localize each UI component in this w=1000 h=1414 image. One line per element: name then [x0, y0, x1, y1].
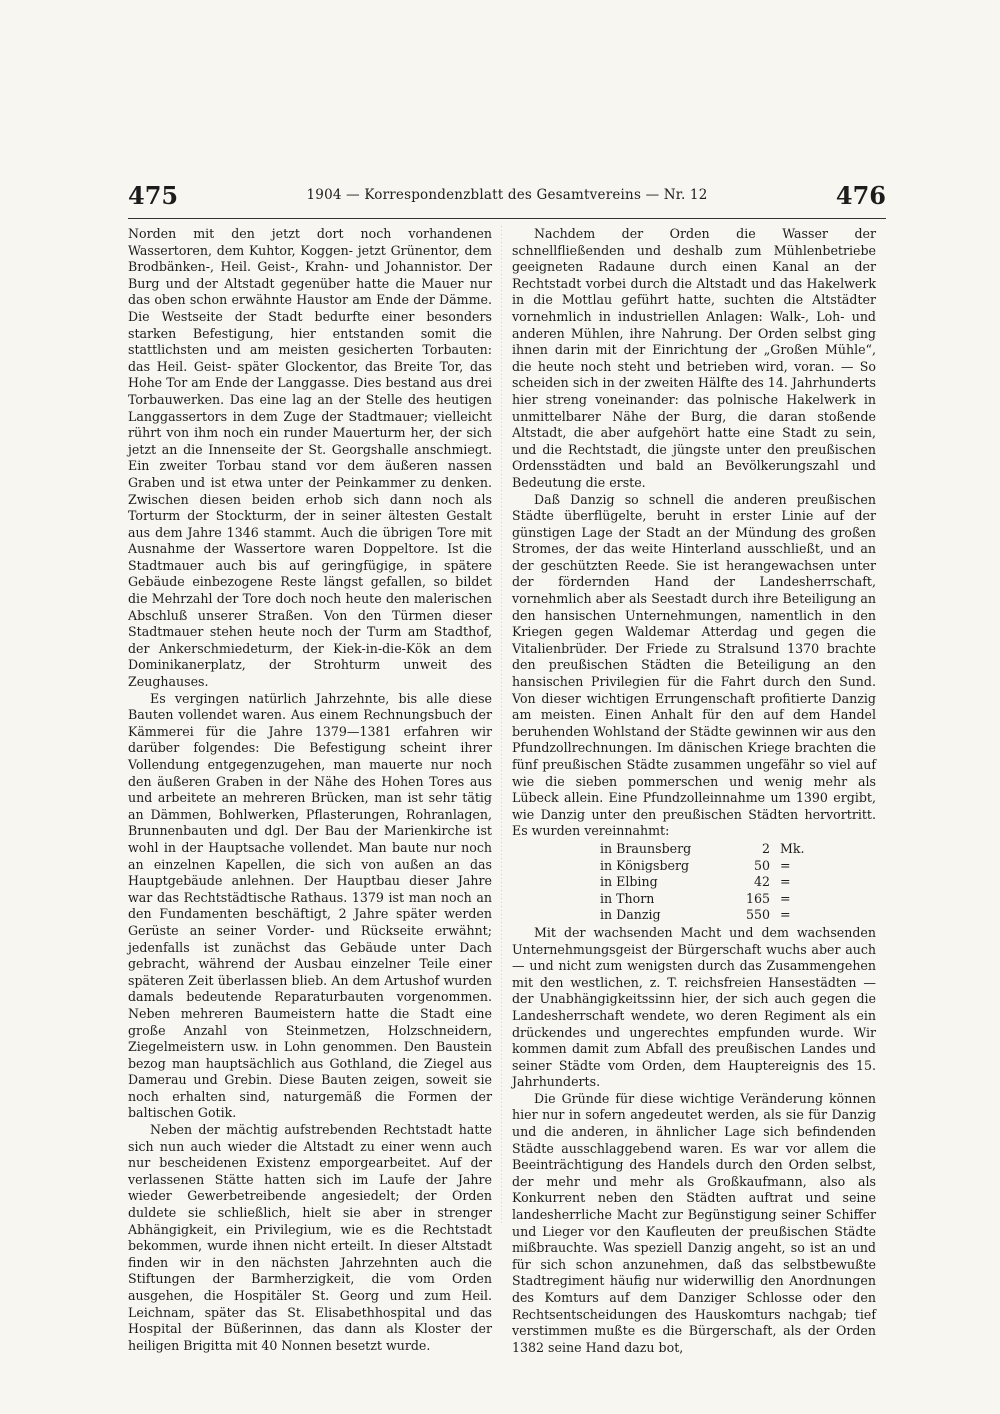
- running-title: 1904 — Korrespondenzblatt des Gesamtvereins — Nr. 12: [306, 187, 708, 203]
- table-row: [600, 841, 805, 858]
- revenue-unit: =: [780, 857, 791, 873]
- table-row: [600, 874, 805, 891]
- right-paragraph-2: Daß Danzig so schnell die anderen preußischen Städte überflügelte, beruht in erster Linie auf der günstigen Lage der Stadt an der Mündung des großen Stromes, der das weite Hinterland ausschließt, und an der geschützten Reede. Sie ist herangewachsen unter der fördernden Hand der Landesherrschaft, vornehmlich aber als Seestadt durch ihre Beteiligung an den hansischen Unternehmungen, namentlich in den Kriegen gegen Waldemar Atterdag und gegen die Vitalienbrüder. Der Friede zu Stralsund 1370 brachte den preußischen Städten die Beteiligung an den hansischen Privilegien für die Fahrt durch den Sund. Von dieser wichtigen Errungenschaft profitierte Danzig am meisten. Einen Anhalt für den auf dem Handel beruhenden Wohlstand der Städte gewinnen wir aus den Pfundzollrechnungen. Im dänischen Kriege brachten die fünf preußischen Städte zusammen ungefähr so viel auf wie die sieben pommerschen und wenig mehr als Lübeck allein. Eine Pfundzolleinnahme um 1390 ergibt, wie Danzig unter den preußischen Städten hervortritt. Es wurden vereinnahmt:: [512, 491, 876, 839]
- right-paragraph-4: Die Gründe für diese wichtige Veränderung können hier nur in sofern angedeutet werden, als sie für Danzig und die anderen, in ähnlicher Lage sich befindenden Städte ausschlaggebend waren. Es war vor allem die Beeinträchtigung des Handels durch den Orden selbst, der mehr und mehr als Großkaufmann, also als Konkurrent neben den Städten auftrat und seine landesherrliche Macht zur Begünstigung seiner Schiffer und Lieger vor den Kaufleuten der preußischen Städte mißbrauchte. Was speziell Danzig angeht, so ist an und für sich schon anzunehmen, daß das selbstbewußte Stadtregiment häufig nur widerwillig den Anordnungen des Komturs auf dem Danziger Schlosse oder den Rechtsentscheidungen des Hauskomturs nachgab; tief verstimmen mußte es die Bürgerschaft, als der Orden 1382 seine Hand dazu bot,: [512, 1090, 876, 1355]
- right-column: [512, 226, 876, 1356]
- revenue-amount: 50: [753, 857, 770, 873]
- revenue-amount: 165: [745, 890, 770, 906]
- revenue-unit: =: [780, 890, 791, 906]
- town-name: in Thorn: [600, 890, 655, 906]
- column-divider: [501, 226, 502, 1226]
- right-paragraph-3: Mit der wachsenden Macht und dem wachsenden Unternehmungsgeist der Bürgerschaft wuchs aber auch — und nicht zum wenigsten durch das Zusammengehen mit den westlichen, z. T. reichsfreien Hansestädten — der Unabhängigkeitssinn hier, der sich auch gegen die Landesherrschaft wendete, wo deren Regiment als ein drückendes und ungerechtes empfunden wurde. Wir kommen damit zum Abfall des preußischen Landes und seiner Städte vom Orden, dem Hauptereignis des 15. Jahrhunderts.: [512, 924, 876, 1090]
- left-paragraph-2: Es vergingen natürlich Jahrzehnte, bis alle diese Bauten vollendet waren. Aus einem Rechnungsbuch der Kämmerei für die Jahre 1379—1381 erfahren wir darüber folgendes: Die Befestigung scheint ihrer Vollendung entgegenzugehen, man mauerte nur noch den äußeren Graben in der Nähe des Hohen Tores aus und arbeitete an mehreren Brücken, man ist sehr tätig an Dämmen, Bohlwerken, Pflasterungen, Rohranlagen, Brunnenbauten und dgl. Der Bau der Marienkirche ist wohl in der Hauptsache vollendet. Man baute nur noch an einzelnen Kapellen, die sich von außen an das Hauptgebäude anlehnen. Der Hauptbau dieser Jahre war das Rechtstädtische Rathaus. 1379 ist man noch an den Fundamenten beschäftigt, 2 Jahre später werden Gerüste an seiner Vorder- und Rückseite erwähnt; jedenfalls ist zunächst das Gebäude unter Dach gebracht, während der Ausbau einzelner Teile einer späteren Zeit überlassen blieb. An dem Artushof wurden damals bedeutende Reparaturbauten vorgenommen. Neben mehreren Baumeistern hatte die Stadt eine große Anzahl von Steinmetzen, Holzschneidern, Ziegelmeistern usw. in Lohn genommen. Den Baustein bezog man hauptsächlich aus Gothland, die Ziegel aus Damerau und Grebin. Diese Bauten zeigen, soweit sie noch erhalten sind, naturgemäß die Formen der baltischen Gotik.: [128, 690, 492, 1121]
- town-name: in Königsberg: [600, 857, 690, 873]
- revenue-amount: 42: [753, 874, 770, 890]
- right-paragraph-1: Nachdem der Orden die Wasser der schnellfließenden und deshalb zum Mühlenbetriebe geeigneten Radaune durch einen Kanal an der Rechtstadt vorbei durch die Altstadt und das Hakelwerk in die Mottlau geführt hatte, suchten die Altstädter vornehmlich in industriellen Anlagen: Walk-, Loh- und anderen Mühlen, ihre Nahrung. Der Orden selbst ging ihnen darin mit der Einrichtung der „Großen Mühle“, die heute noch steht und betrieben wird, voran. — So scheiden sich in der zweiten Hälfte des 14. Jahrhunderts hier streng voneinander: das polnische Hakelwerk in unmittelbarer Nähe der Burg, die daran stoßende Altstadt, die aber aufgehört hatte eine Stadt zu sein, und die Rechtstadt, die jüngste unter den preußischen Ordensstädten und bald an Bevölkerungszahl und Bedeutung die erste.: [512, 226, 876, 490]
- revenue-unit: =: [780, 907, 791, 923]
- page-header: [128, 181, 886, 215]
- revenue-amount: 550: [745, 907, 770, 923]
- town-name: in Elbing: [600, 874, 658, 890]
- revenue-table: [600, 841, 805, 924]
- revenue-unit: Mk.: [780, 840, 805, 856]
- table-row: [600, 907, 805, 924]
- left-column: [128, 226, 492, 1354]
- page-number-left: 475: [128, 181, 179, 210]
- left-paragraph-1: Norden mit den jetzt dort noch vorhandenen Wassertoren, dem Kuhtor, Koggen- jetzt Grünentor, dem Brodbänken-, Heil. Geist-, Krahn- und Johannistor. Der Burg und der Altstadt gegenüber hatte die Mauer nur das oben schon erwähnte Haustor am Ende der Dämme. Die Westseite der Stadt bedurfte einer besonders starken Befestigung, hier entstanden somit die stattlichsten und am meisten gesicherten Torbauten: das Heil. Geist- später Glockentor, das Breite Tor, das Hohe Tor am Ende der Langgasse. Dies bestand aus drei Torbauwerken. Das eine lag an der Stelle des heutigen Langgassertors in dem Zuge der Stadtmauer; vielleicht rührt von ihm noch ein runder Mauerturm her, der sich jetzt an die Innenseite der St. Georgshalle anschmiegt. Ein zweiter Torbau stand vor dem äußeren nassen Graben und ist etwa unter der Peinkammer zu denken. Zwischen diesen beiden erhob sich dann noch als Torturm der Stockturm, der in seiner ältesten Gestalt aus dem Jahre 1346 stammt. Auch die übrigen Tore mit Ausnahme der Wassertore waren Doppeltore. Ist die Stadtmauer auch bis auf geringfügige, in spätere Gebäude einbezogene Reste längst gefallen, so bildet die Mehrzahl der Tore doch noch heute den malerischen Abschluß unserer Straßen. Von den Türmen dieser Stadtmauer stehen heute noch der Turm am Stadthof, der Ankerschmiedeturm, der Kiek-in-die-Kök an dem Dominikanerplatz, der Strohturm unweit des Zeughauses.: [128, 226, 492, 690]
- table-row: [600, 858, 805, 875]
- revenue-unit: =: [780, 874, 791, 890]
- table-row: [600, 891, 805, 908]
- revenue-amount: 2: [761, 840, 770, 856]
- left-paragraph-3: Neben der mächtig aufstrebenden Rechtstadt hatte sich nun auch wieder die Altstadt zu einer wenn auch nur bescheidenen Existenz emporgearbeitet. Auf der verlassenen Stätte hatten sich im Laufe der Jahre wieder Gewerbetreibende angesiedelt; der Orden duldete sie schließlich, hielt sie aber in strenger Abhängigkeit, ein Privilegium, wie es die Rechtstadt bekommen, wurde ihnen nicht erteilt. In dieser Altstadt finden wir in den nächsten Jahrzehnten auch die Stiftungen der Barmherzigkeit, die vom Orden ausgehen, die Hospitäler St. Georg und zum Heil. Leichnam, später das St. Elisabethhospital und das Hospital der Büßerinnen, das dann als Kloster der heiligen Brigitta mit 40 Nonnen besetzt wurde.: [128, 1122, 492, 1353]
- page-number-right: 476: [835, 181, 886, 210]
- header-rule: [128, 218, 886, 219]
- town-name: in Braunsberg: [600, 840, 692, 856]
- town-name: in Danzig: [600, 907, 661, 923]
